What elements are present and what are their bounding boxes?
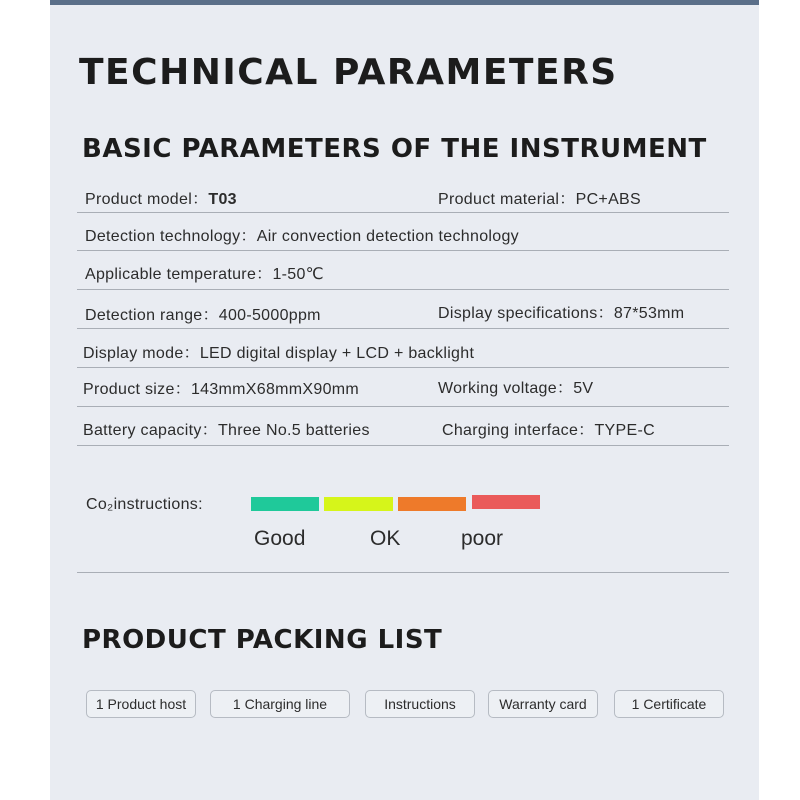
- param-working-voltage: [438, 375, 593, 398]
- param-product-model: [85, 186, 237, 209]
- param-value: Air convection detection technology: [256, 228, 519, 245]
- row-divider: [77, 367, 729, 368]
- row-divider: [77, 445, 729, 446]
- param-product-size: [83, 376, 359, 399]
- param-label: Working voltage：: [438, 380, 574, 397]
- param-detection-range: [85, 302, 321, 325]
- top-accent-bar: [50, 0, 759, 5]
- param-battery-capacity: [83, 417, 370, 440]
- packing-item-warranty-card: Warranty card: [488, 690, 598, 718]
- content-panel: [50, 0, 759, 800]
- row-divider: [77, 250, 729, 251]
- section-divider: [77, 572, 729, 573]
- packing-item-instructions: Instructions: [365, 690, 475, 718]
- param-label: Detection technology：: [85, 228, 257, 245]
- param-value: 400-5000ppm: [218, 307, 321, 324]
- param-label: Display specifications：: [438, 305, 614, 322]
- param-value: Three No.5 batteries: [217, 422, 370, 439]
- param-label: Product model：: [85, 191, 209, 208]
- co2-level-ok-bar: [324, 497, 393, 511]
- param-label: Battery capacity：: [83, 422, 218, 439]
- param-value: 87*53mm: [613, 305, 685, 322]
- param-label: Applicable temperature：: [85, 266, 273, 283]
- param-value: TYPE-C: [594, 422, 655, 439]
- co2-level-poor-bar: [398, 497, 466, 511]
- packing-item-certificate: 1 Certificate: [614, 690, 724, 718]
- param-display-specifications: [438, 300, 684, 323]
- param-charging-interface: [442, 417, 655, 440]
- packing-item-product-host: 1 Product host: [86, 690, 196, 718]
- co2-level-poor-label: poor: [461, 527, 504, 550]
- param-label: Product material：: [438, 191, 576, 208]
- param-product-material: [438, 186, 641, 209]
- page-title: TECHNICAL PARAMETERS: [79, 52, 618, 93]
- co2-level-good-bar: [251, 497, 319, 511]
- row-divider: [77, 328, 729, 329]
- section-title-basic-parameters: BASIC PARAMETERS OF THE INSTRUMENT: [82, 134, 707, 164]
- co2-level-good-label: Good: [254, 527, 306, 550]
- param-applicable-temperature: [85, 261, 324, 284]
- param-display-mode: [83, 340, 474, 363]
- param-value: T03: [208, 191, 237, 208]
- co2-level-ok-label: OK: [370, 527, 401, 550]
- co2-level-bad-bar: [472, 495, 540, 509]
- row-divider: [77, 289, 729, 290]
- param-value: 5V: [573, 380, 594, 397]
- param-value: 143mmX68mmX90mm: [190, 381, 360, 398]
- param-label: Detection range：: [85, 307, 219, 324]
- param-detection-technology: [85, 223, 519, 246]
- param-value: PC+ABS: [575, 191, 641, 208]
- param-value: LED digital display + LCD + backlight: [199, 345, 475, 362]
- param-label: Product size：: [83, 381, 191, 398]
- row-divider: [77, 212, 729, 213]
- param-label: Charging interface：: [442, 422, 595, 439]
- section-title-packing-list: PRODUCT PACKING LIST: [82, 625, 443, 655]
- co2-instructions-label: Co₂instructions:: [86, 496, 203, 513]
- row-divider: [77, 406, 729, 407]
- param-value: 1-50℃: [272, 266, 324, 283]
- param-label: Display mode：: [83, 345, 200, 362]
- packing-item-charging-line: 1 Charging line: [210, 690, 350, 718]
